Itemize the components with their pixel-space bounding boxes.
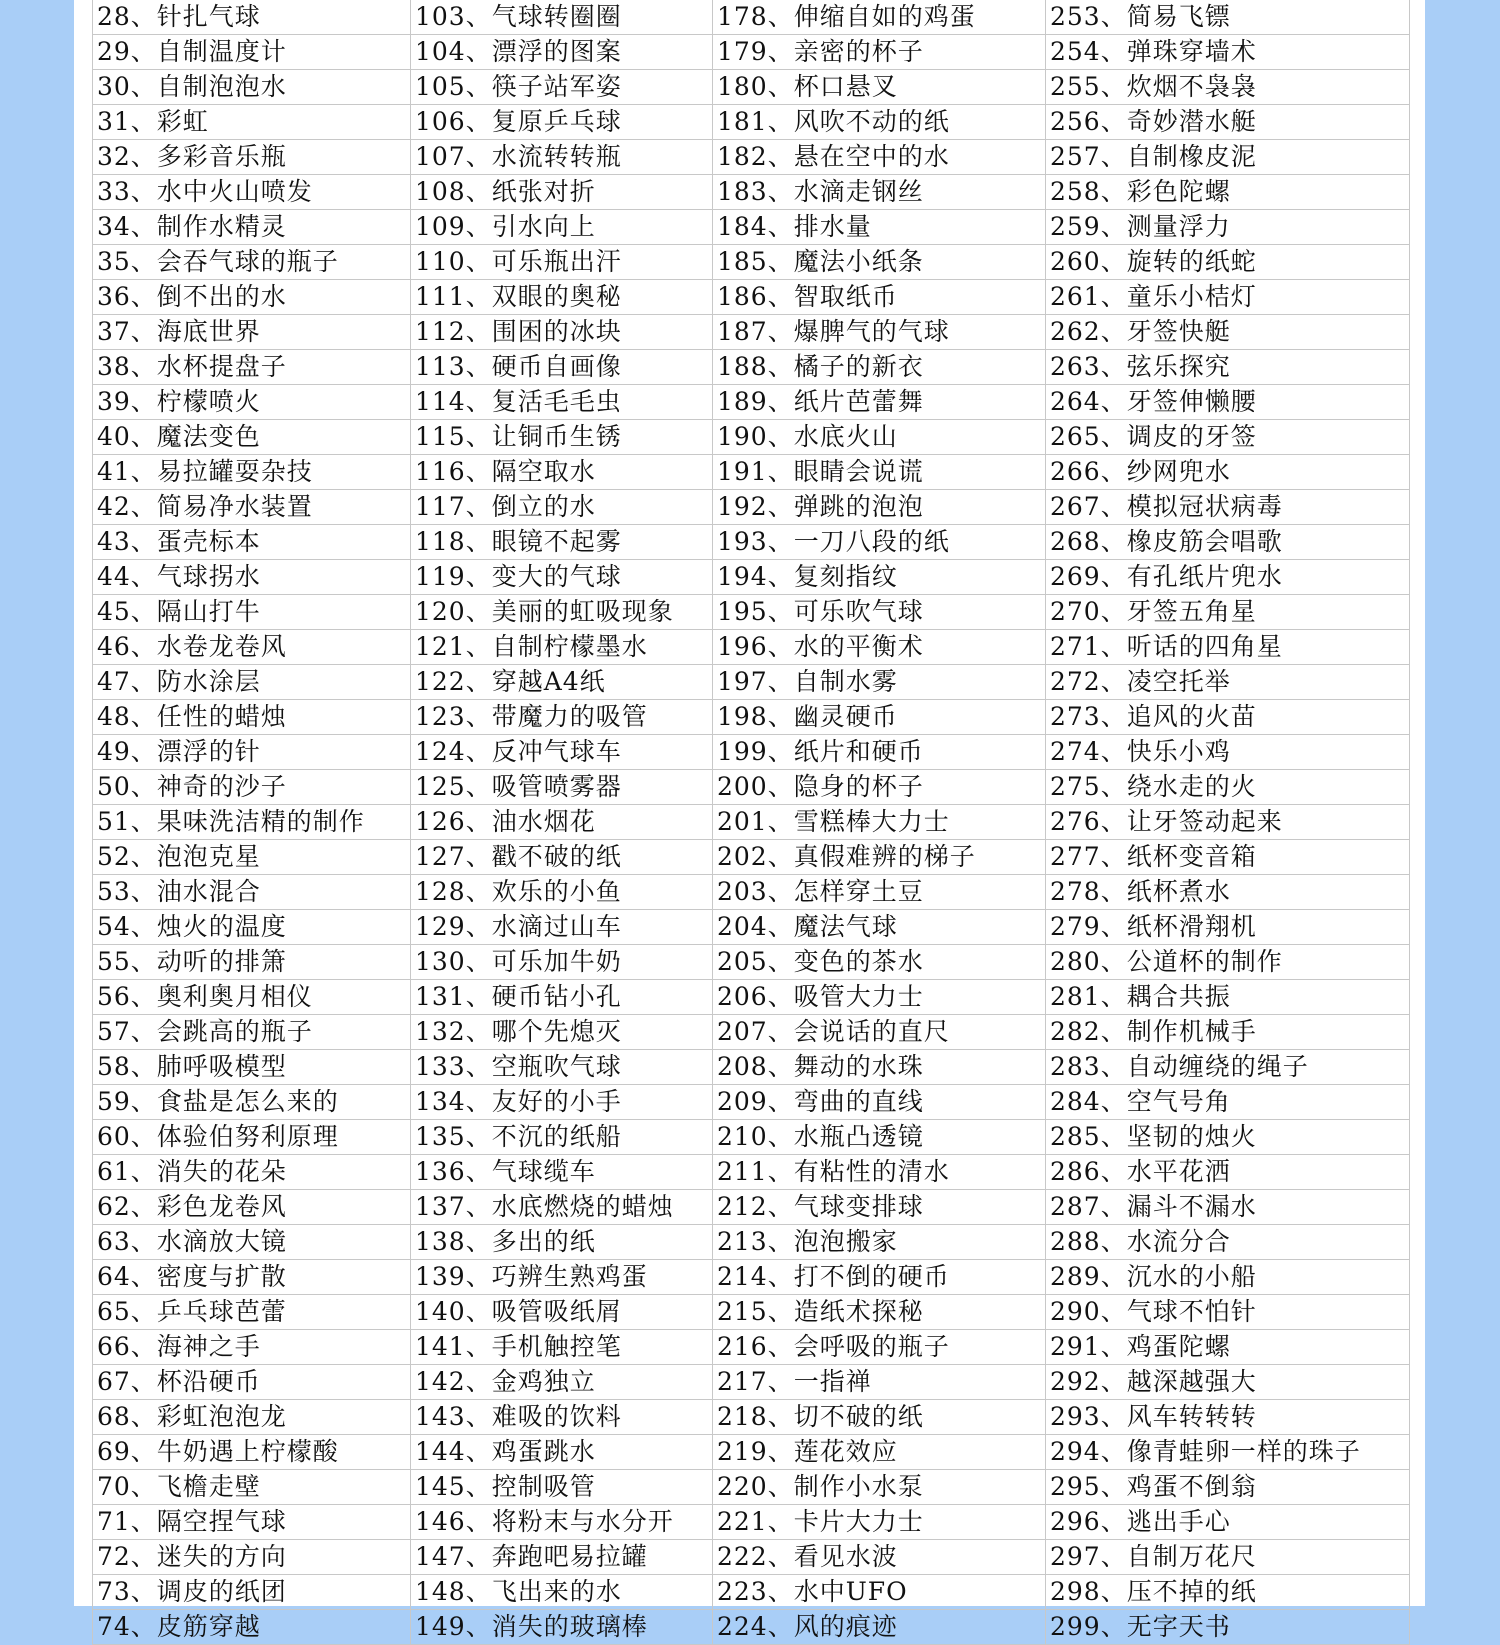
list-item: 293、风车转转转 — [1046, 1400, 1410, 1435]
table-row — [93, 665, 1410, 700]
table-row — [93, 245, 1410, 280]
list-item: 133、空瓶吹气球 — [411, 1050, 713, 1085]
list-item: 255、炊烟不袅袅 — [1046, 70, 1410, 105]
list-item: 192、弹跳的泡泡 — [713, 490, 1046, 525]
list-item: 126、油水烟花 — [411, 805, 713, 840]
list-item: 142、金鸡独立 — [411, 1365, 713, 1400]
list-item: 115、让铜币生锈 — [411, 420, 713, 455]
list-item: 188、橘子的新衣 — [713, 350, 1046, 385]
list-item: 196、水的平衡术 — [713, 630, 1046, 665]
list-item: 52、泡泡克星 — [93, 840, 411, 875]
list-item: 261、童乐小桔灯 — [1046, 280, 1410, 315]
list-item: 138、多出的纸 — [411, 1225, 713, 1260]
table-row — [93, 1260, 1410, 1295]
list-item: 219、莲花效应 — [713, 1435, 1046, 1470]
list-item: 203、怎样穿土豆 — [713, 875, 1046, 910]
list-item: 64、密度与扩散 — [93, 1260, 411, 1295]
list-item: 179、亲密的杯子 — [713, 35, 1046, 70]
list-item: 63、水滴放大镜 — [93, 1225, 411, 1260]
list-item: 60、体验伯努利原理 — [93, 1120, 411, 1155]
list-item: 214、打不倒的硬币 — [713, 1260, 1046, 1295]
list-item: 181、风吹不动的纸 — [713, 105, 1046, 140]
table-row — [93, 1225, 1410, 1260]
list-item: 48、任性的蜡烛 — [93, 700, 411, 735]
list-item: 120、美丽的虹吸现象 — [411, 595, 713, 630]
list-item: 108、纸张对折 — [411, 175, 713, 210]
list-item: 193、一刀八段的纸 — [713, 525, 1046, 560]
list-item: 129、水滴过山车 — [411, 910, 713, 945]
list-item: 292、越深越强大 — [1046, 1365, 1410, 1400]
list-item: 113、硬币自画像 — [411, 350, 713, 385]
table-row — [93, 420, 1410, 455]
list-item: 206、吸管大力士 — [713, 980, 1046, 1015]
list-item: 283、自动缠绕的绳子 — [1046, 1050, 1410, 1085]
list-item: 221、卡片大力士 — [713, 1505, 1046, 1540]
list-item: 180、杯口悬叉 — [713, 70, 1046, 105]
list-item: 31、彩虹 — [93, 105, 411, 140]
list-item: 263、弦乐探究 — [1046, 350, 1410, 385]
list-item: 271、听话的四角星 — [1046, 630, 1410, 665]
list-item: 262、牙签快艇 — [1046, 315, 1410, 350]
list-item: 125、吸管喷雾器 — [411, 770, 713, 805]
list-item: 280、公道杯的制作 — [1046, 945, 1410, 980]
list-item: 291、鸡蛋陀螺 — [1046, 1330, 1410, 1365]
table-row — [93, 1610, 1410, 1645]
list-item: 119、变大的气球 — [411, 560, 713, 595]
list-item: 42、简易净水装置 — [93, 490, 411, 525]
list-item: 136、气球缆车 — [411, 1155, 713, 1190]
list-item: 147、奔跑吧易拉罐 — [411, 1540, 713, 1575]
table-row — [93, 945, 1410, 980]
list-item: 112、围困的冰块 — [411, 315, 713, 350]
list-item: 121、自制柠檬墨水 — [411, 630, 713, 665]
table-row — [93, 1505, 1410, 1540]
table-row — [93, 980, 1410, 1015]
list-item: 199、纸片和硬币 — [713, 735, 1046, 770]
list-item: 208、舞动的水珠 — [713, 1050, 1046, 1085]
list-item: 123、带魔力的吸管 — [411, 700, 713, 735]
list-item: 141、手机触控笔 — [411, 1330, 713, 1365]
list-item: 45、隔山打牛 — [93, 595, 411, 630]
list-item: 149、消失的玻璃棒 — [411, 1610, 713, 1645]
list-item: 122、穿越A4纸 — [411, 665, 713, 700]
list-item: 183、水滴走钢丝 — [713, 175, 1046, 210]
list-item: 256、奇妙潜水艇 — [1046, 105, 1410, 140]
list-item: 299、无字天书 — [1046, 1610, 1410, 1645]
list-item: 135、不沉的纸船 — [411, 1120, 713, 1155]
list-item: 287、漏斗不漏水 — [1046, 1190, 1410, 1225]
list-item: 39、柠檬喷火 — [93, 385, 411, 420]
list-item: 268、橡皮筋会唱歌 — [1046, 525, 1410, 560]
list-item: 298、压不掉的纸 — [1046, 1575, 1410, 1610]
list-item: 41、易拉罐耍杂技 — [93, 455, 411, 490]
table-row — [93, 700, 1410, 735]
list-item: 272、凌空托举 — [1046, 665, 1410, 700]
list-item: 215、造纸术探秘 — [713, 1295, 1046, 1330]
table-row — [93, 1400, 1410, 1435]
list-item: 30、自制泡泡水 — [93, 70, 411, 105]
list-item: 288、水流分合 — [1046, 1225, 1410, 1260]
table-row — [93, 210, 1410, 245]
list-item: 222、看见水波 — [713, 1540, 1046, 1575]
table-row — [93, 595, 1410, 630]
table-row — [93, 315, 1410, 350]
list-item: 35、会吞气球的瓶子 — [93, 245, 411, 280]
list-item: 105、筷子站军姿 — [411, 70, 713, 105]
table-row — [93, 350, 1410, 385]
list-item: 253、简易飞镖 — [1046, 0, 1410, 35]
list-item: 296、逃出手心 — [1046, 1505, 1410, 1540]
list-item: 37、海底世界 — [93, 315, 411, 350]
list-item: 144、鸡蛋跳水 — [411, 1435, 713, 1470]
list-item: 285、坚韧的烛火 — [1046, 1120, 1410, 1155]
table-row — [93, 875, 1410, 910]
list-item: 182、悬在空中的水 — [713, 140, 1046, 175]
table-row — [93, 70, 1410, 105]
list-item: 185、魔法小纸条 — [713, 245, 1046, 280]
list-item: 106、复原乒乓球 — [411, 105, 713, 140]
list-item: 103、气球转圈圈 — [411, 0, 713, 35]
list-item: 259、测量浮力 — [1046, 210, 1410, 245]
list-item: 218、切不破的纸 — [713, 1400, 1046, 1435]
list-item: 32、多彩音乐瓶 — [93, 140, 411, 175]
list-item: 274、快乐小鸡 — [1046, 735, 1410, 770]
list-item: 128、欢乐的小鱼 — [411, 875, 713, 910]
list-item: 145、控制吸管 — [411, 1470, 713, 1505]
table-row — [93, 490, 1410, 525]
list-item: 134、友好的小手 — [411, 1085, 713, 1120]
list-item: 195、可乐吹气球 — [713, 595, 1046, 630]
list-item: 202、真假难辨的梯子 — [713, 840, 1046, 875]
list-item: 40、魔法变色 — [93, 420, 411, 455]
table-row — [93, 1085, 1410, 1120]
list-item: 254、弹珠穿墙术 — [1046, 35, 1410, 70]
list-item: 217、一指禅 — [713, 1365, 1046, 1400]
list-item: 137、水底燃烧的蜡烛 — [411, 1190, 713, 1225]
list-item: 212、气球变排球 — [713, 1190, 1046, 1225]
list-item: 116、隔空取水 — [411, 455, 713, 490]
list-item: 132、哪个先熄灭 — [411, 1015, 713, 1050]
list-item: 186、智取纸币 — [713, 280, 1046, 315]
list-item: 284、空气号角 — [1046, 1085, 1410, 1120]
list-item: 198、幽灵硬币 — [713, 700, 1046, 735]
table-row — [93, 840, 1410, 875]
list-item: 36、倒不出的水 — [93, 280, 411, 315]
list-item: 264、牙签伸懒腰 — [1046, 385, 1410, 420]
list-item: 139、巧辨生熟鸡蛋 — [411, 1260, 713, 1295]
table-row — [93, 1050, 1410, 1085]
list-item: 47、防水涂层 — [93, 665, 411, 700]
list-item: 204、魔法气球 — [713, 910, 1046, 945]
experiment-list-body — [93, 0, 1410, 1645]
list-item: 130、可乐加牛奶 — [411, 945, 713, 980]
list-item: 55、动听的排箫 — [93, 945, 411, 980]
list-item: 276、让牙签动起来 — [1046, 805, 1410, 840]
list-item: 140、吸管吸纸屑 — [411, 1295, 713, 1330]
list-item: 289、沉水的小船 — [1046, 1260, 1410, 1295]
table-row — [93, 1435, 1410, 1470]
list-item: 286、水平花洒 — [1046, 1155, 1410, 1190]
list-item: 220、制作小水泵 — [713, 1470, 1046, 1505]
list-item: 61、消失的花朵 — [93, 1155, 411, 1190]
list-item: 269、有孔纸片兜水 — [1046, 560, 1410, 595]
list-item: 118、眼镜不起雾 — [411, 525, 713, 560]
list-item: 124、反冲气球车 — [411, 735, 713, 770]
list-item: 59、食盐是怎么来的 — [93, 1085, 411, 1120]
list-item: 28、针扎气球 — [93, 0, 411, 35]
list-item: 266、纱网兜水 — [1046, 455, 1410, 490]
list-item: 267、模拟冠状病毒 — [1046, 490, 1410, 525]
table-row — [93, 1470, 1410, 1505]
list-item: 295、鸡蛋不倒翁 — [1046, 1470, 1410, 1505]
table-row — [93, 910, 1410, 945]
list-item: 210、水瓶凸透镜 — [713, 1120, 1046, 1155]
list-item: 62、彩色龙卷风 — [93, 1190, 411, 1225]
list-item: 50、神奇的沙子 — [93, 770, 411, 805]
list-item: 184、排水量 — [713, 210, 1046, 245]
table-row — [93, 1540, 1410, 1575]
list-item: 209、弯曲的直线 — [713, 1085, 1046, 1120]
list-item: 281、耦合共振 — [1046, 980, 1410, 1015]
table-row — [93, 35, 1410, 70]
list-item: 58、肺呼吸模型 — [93, 1050, 411, 1085]
list-item: 71、隔空捏气球 — [93, 1505, 411, 1540]
table-row — [93, 805, 1410, 840]
table-row — [93, 385, 1410, 420]
list-item: 187、爆脾气的气球 — [713, 315, 1046, 350]
list-item: 49、漂浮的针 — [93, 735, 411, 770]
list-item: 54、烛火的温度 — [93, 910, 411, 945]
list-item: 43、蛋壳标本 — [93, 525, 411, 560]
table-row — [93, 1155, 1410, 1190]
list-item: 56、奥利奥月相仪 — [93, 980, 411, 1015]
list-item: 72、迷失的方向 — [93, 1540, 411, 1575]
list-item: 46、水卷龙卷风 — [93, 630, 411, 665]
list-item: 34、制作水精灵 — [93, 210, 411, 245]
list-item: 282、制作机械手 — [1046, 1015, 1410, 1050]
list-item: 117、倒立的水 — [411, 490, 713, 525]
table-row — [93, 1575, 1410, 1610]
table-row — [93, 630, 1410, 665]
table-row — [93, 0, 1410, 35]
list-item: 29、自制温度计 — [93, 35, 411, 70]
table-row — [93, 105, 1410, 140]
list-item: 69、牛奶遇上柠檬酸 — [93, 1435, 411, 1470]
table-row — [93, 280, 1410, 315]
list-item: 68、彩虹泡泡龙 — [93, 1400, 411, 1435]
table-row — [93, 455, 1410, 490]
list-item: 143、难吸的饮料 — [411, 1400, 713, 1435]
list-item: 111、双眼的奥秘 — [411, 280, 713, 315]
list-item: 73、调皮的纸团 — [93, 1575, 411, 1610]
list-item: 191、眼睛会说谎 — [713, 455, 1046, 490]
table-row — [93, 1330, 1410, 1365]
list-item: 38、水杯提盘子 — [93, 350, 411, 385]
list-item: 74、皮筋穿越 — [93, 1610, 411, 1645]
list-item: 207、会说话的直尺 — [713, 1015, 1046, 1050]
table-row — [93, 735, 1410, 770]
list-item: 294、像青蛙卵一样的珠子 — [1046, 1435, 1410, 1470]
list-item: 260、旋转的纸蛇 — [1046, 245, 1410, 280]
list-item: 275、绕水走的火 — [1046, 770, 1410, 805]
list-item: 277、纸杯变音箱 — [1046, 840, 1410, 875]
list-item: 51、果味洗洁精的制作 — [93, 805, 411, 840]
list-item: 213、泡泡搬家 — [713, 1225, 1046, 1260]
list-item: 270、牙签五角星 — [1046, 595, 1410, 630]
list-item: 110、可乐瓶出汗 — [411, 245, 713, 280]
table-row — [93, 1190, 1410, 1225]
list-item: 273、追风的火苗 — [1046, 700, 1410, 735]
list-item: 44、气球拐水 — [93, 560, 411, 595]
list-item: 216、会呼吸的瓶子 — [713, 1330, 1046, 1365]
table-row — [93, 175, 1410, 210]
list-item: 211、有粘性的清水 — [713, 1155, 1046, 1190]
list-item: 57、会跳高的瓶子 — [93, 1015, 411, 1050]
list-item: 205、变色的茶水 — [713, 945, 1046, 980]
list-item: 109、引水向上 — [411, 210, 713, 245]
table-row — [93, 1295, 1410, 1330]
list-item: 66、海神之手 — [93, 1330, 411, 1365]
list-item: 201、雪糕棒大力士 — [713, 805, 1046, 840]
list-item: 197、自制水雾 — [713, 665, 1046, 700]
list-item: 65、乒乓球芭蕾 — [93, 1295, 411, 1330]
list-item: 297、自制万花尺 — [1046, 1540, 1410, 1575]
document-sheet — [74, 0, 1425, 1641]
list-item: 265、调皮的牙签 — [1046, 420, 1410, 455]
table-row — [93, 560, 1410, 595]
list-item: 194、复刻指纹 — [713, 560, 1046, 595]
list-item: 114、复活毛毛虫 — [411, 385, 713, 420]
table-row — [93, 1015, 1410, 1050]
experiment-list-table — [92, 0, 1410, 1645]
list-item: 190、水底火山 — [713, 420, 1046, 455]
list-item: 131、硬币钻小孔 — [411, 980, 713, 1015]
list-item: 67、杯沿硬币 — [93, 1365, 411, 1400]
list-item: 290、气球不怕针 — [1046, 1295, 1410, 1330]
list-item: 224、风的痕迹 — [713, 1610, 1046, 1645]
list-item: 258、彩色陀螺 — [1046, 175, 1410, 210]
list-item: 104、漂浮的图案 — [411, 35, 713, 70]
list-item: 148、飞出来的水 — [411, 1575, 713, 1610]
list-item: 70、飞檐走壁 — [93, 1470, 411, 1505]
list-item: 53、油水混合 — [93, 875, 411, 910]
table-row — [93, 525, 1410, 560]
table-row — [93, 1365, 1410, 1400]
list-item: 200、隐身的杯子 — [713, 770, 1046, 805]
list-item: 146、将粉末与水分开 — [411, 1505, 713, 1540]
list-item: 33、水中火山喷发 — [93, 175, 411, 210]
table-row — [93, 1120, 1410, 1155]
list-item: 257、自制橡皮泥 — [1046, 140, 1410, 175]
list-item: 223、水中UFO — [713, 1575, 1046, 1610]
list-item: 127、戳不破的纸 — [411, 840, 713, 875]
table-row — [93, 140, 1410, 175]
list-item: 107、水流转转瓶 — [411, 140, 713, 175]
list-item: 189、纸片芭蕾舞 — [713, 385, 1046, 420]
list-item: 279、纸杯滑翔机 — [1046, 910, 1410, 945]
list-item: 178、伸缩自如的鸡蛋 — [713, 0, 1046, 35]
list-item: 278、纸杯煮水 — [1046, 875, 1410, 910]
table-row — [93, 770, 1410, 805]
